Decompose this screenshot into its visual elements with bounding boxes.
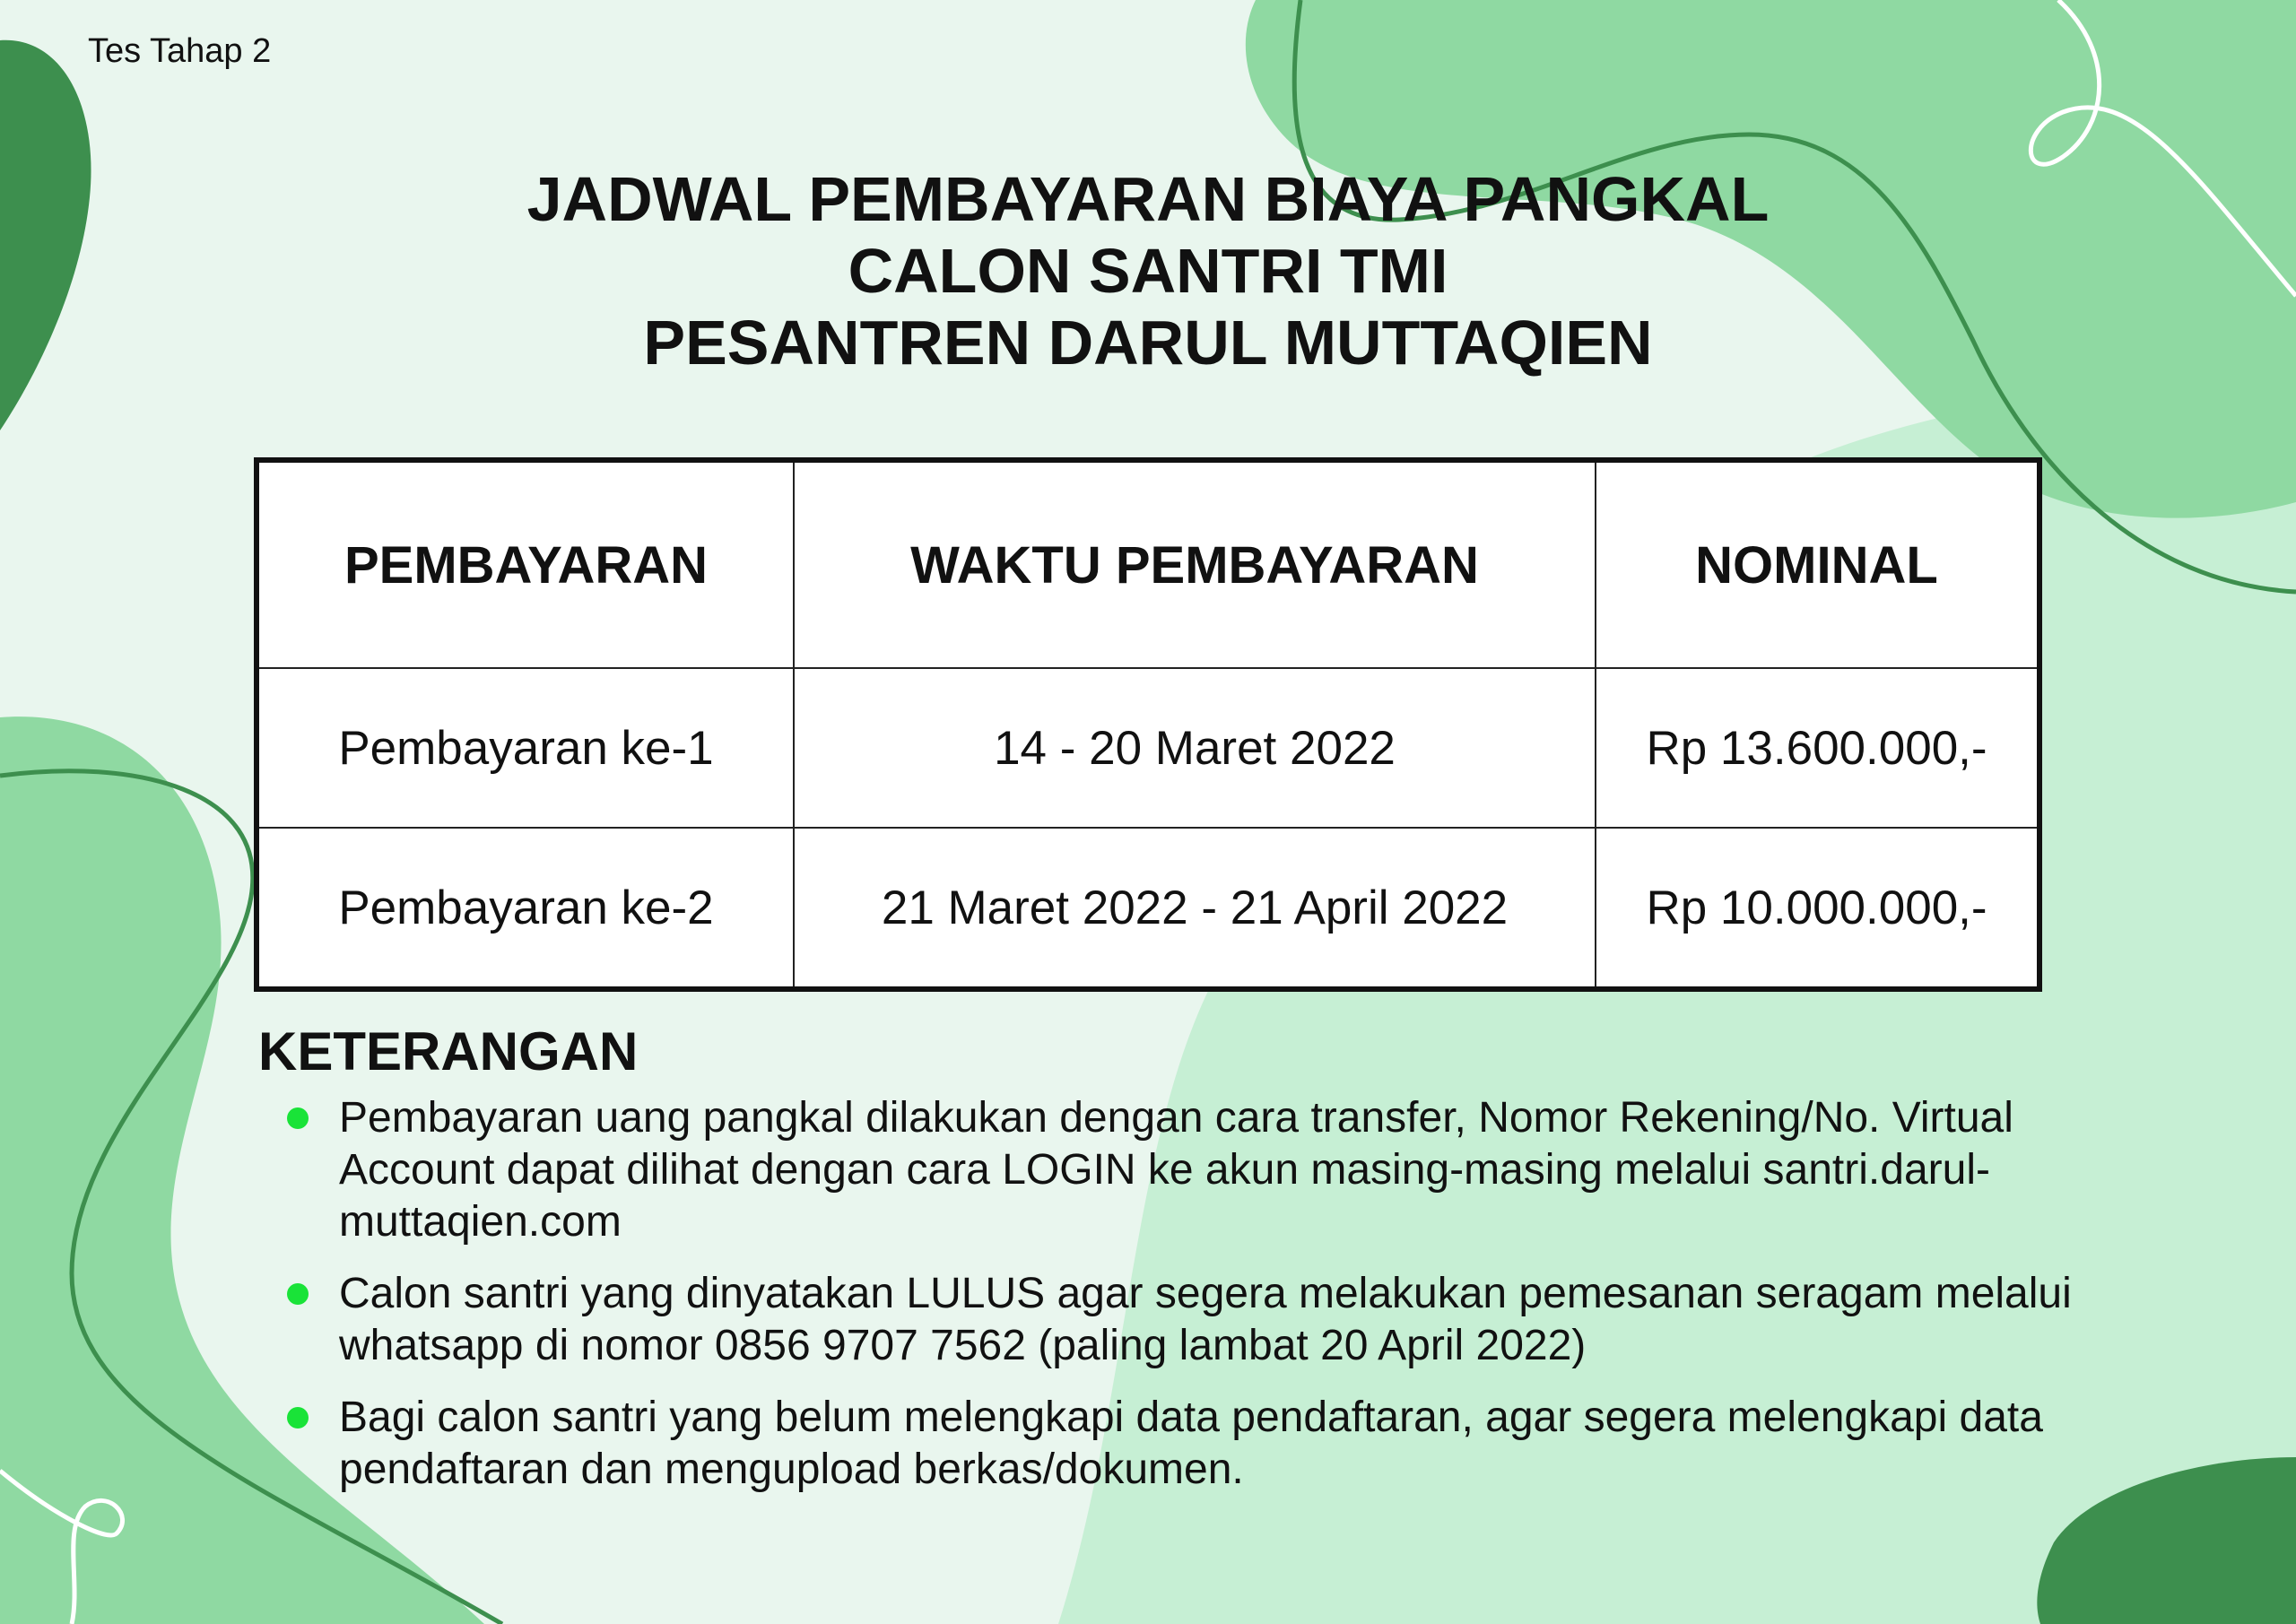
title-line-2: CALON SANTRI TMI — [848, 236, 1448, 306]
bullet-icon — [287, 1283, 309, 1305]
page-title — [0, 163, 2296, 378]
title-line-1: JADWAL PEMBAYARAN BIAYA PANGKAL — [526, 164, 1770, 234]
title-line-3: PESANTREN DARUL MUTTAQIEN — [643, 308, 1653, 378]
notes-title: KETERANGAN — [258, 1021, 639, 1081]
notes-list — [287, 1092, 2099, 1515]
table-row — [257, 668, 2039, 828]
cell-payment: Pembayaran ke-1 — [257, 668, 794, 828]
header-waktu-pembayaran: WAKTU PEMBAYARAN — [794, 460, 1596, 668]
cell-period: 21 Maret 2022 - 21 April 2022 — [794, 828, 1596, 989]
cell-payment: Pembayaran ke-2 — [257, 828, 794, 989]
note-text: Calon santri yang dinyatakan LULUS agar segera melakukan pemesanan seragam melalui whatsapp di nomor 0856 9707 7562 (paling lambat 20 April 2022) — [339, 1270, 2072, 1369]
table-header-row — [257, 460, 2039, 668]
stage-label: Tes Tahap 2 — [88, 32, 272, 70]
table-row — [257, 828, 2039, 989]
note-text: Pembayaran uang pangkal dilakukan dengan cara transfer, Nomor Rekening/No. Virtual Account dapat dilihat dengan cara LOGIN ke akun masing-masing melalui santri.darul-muttaqien.com — [339, 1094, 2013, 1246]
cell-amount: Rp 13.600.000,- — [1596, 668, 2039, 828]
header-nominal: NOMINAL — [1596, 460, 2039, 668]
list-item — [287, 1268, 2099, 1372]
payment-schedule-table — [254, 457, 2042, 992]
bullet-icon — [287, 1407, 309, 1429]
header-pembayaran: PEMBAYARAN — [257, 460, 794, 668]
bullet-icon — [287, 1107, 309, 1129]
cell-period: 14 - 20 Maret 2022 — [794, 668, 1596, 828]
note-text: Bagi calon santri yang belum melengkapi data pendaftaran, agar segera melengkapi data pendaftaran dan mengupload berkas/dokumen. — [339, 1394, 2043, 1493]
cell-amount: Rp 10.000.000,- — [1596, 828, 2039, 989]
list-item — [287, 1392, 2099, 1496]
list-item — [287, 1092, 2099, 1248]
